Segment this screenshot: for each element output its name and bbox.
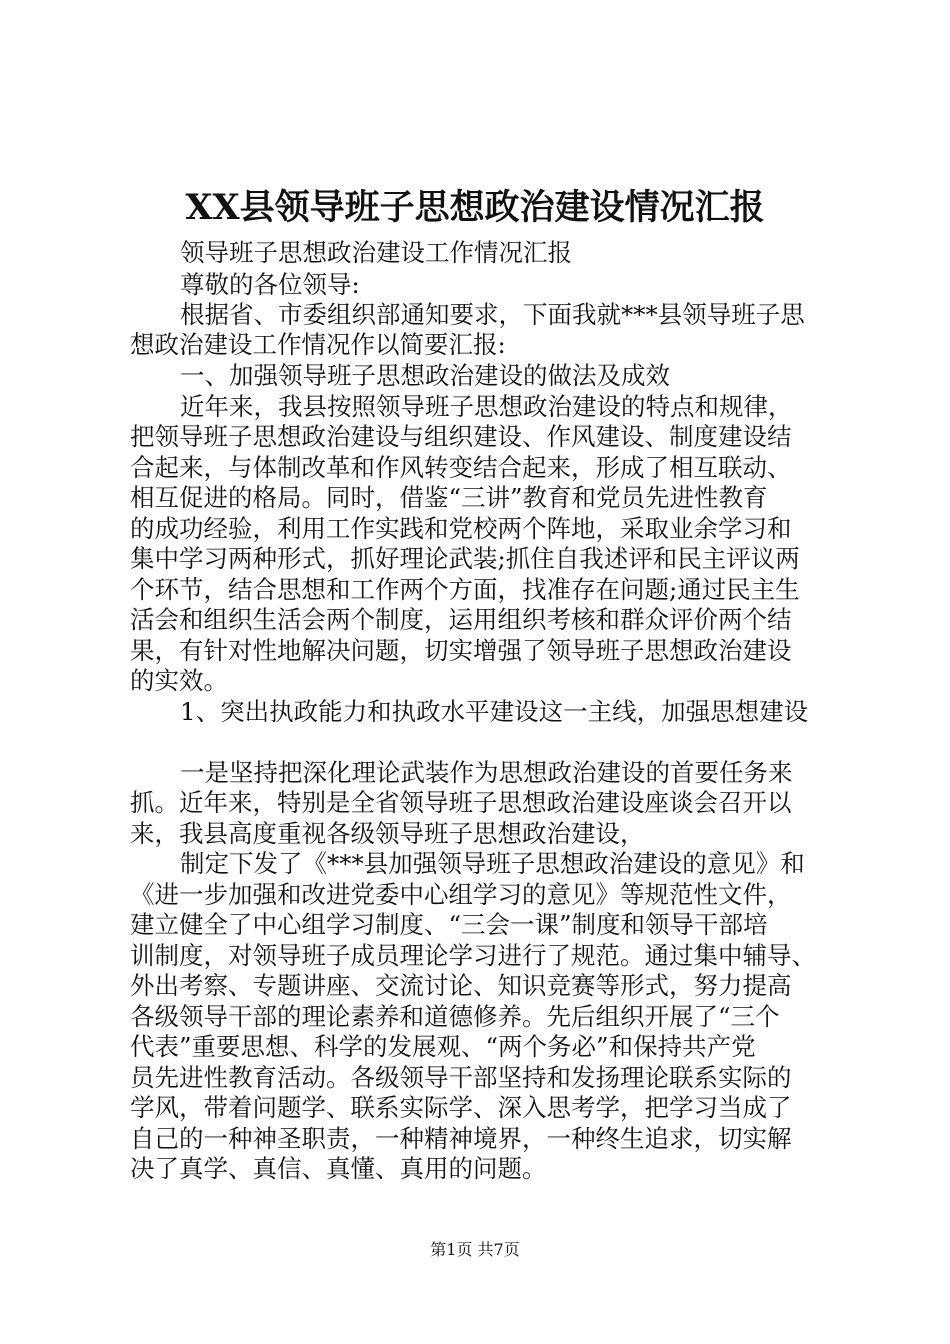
paragraph-line: 各级领导干部的理论素养和道德修养。先后组织开展了“三个 [130,1002,780,1031]
paragraph-line: 一是坚持把深化理论武装作为思想政治建设的首要任务来 [180,758,793,787]
paragraph-line: 活会和组织生活会两个制度，运用组织考核和群众评价两个结 [130,605,792,634]
paragraph-line: 决了真学、真信、真懂、真用的问题。 [130,1154,547,1183]
paragraph-line: 的实效。 [130,666,228,695]
salutation-line: 尊敬的各位领导: [180,270,360,299]
paragraph-line: 个环节，结合思想和工作两个方面，找准存在问题;通过民主生 [130,575,800,604]
paragraph-line: 制定下发了《***县加强领导班子思想政治建设的意见》和 [180,849,805,878]
paragraph-line: 代表”重要思想、科学的发展观、“两个务必”和保持共产党 [130,1032,756,1061]
paragraph-line: 想政治建设工作情况作以简要汇报: [130,330,506,359]
document-title: XX县领导班子思想政治建设情况汇报 [185,187,765,228]
paragraph-line: 员先进性教育活动。各级领导干部坚持和发扬理论联系实际的 [130,1063,792,1092]
paragraph-line: 训制度，对领导班子成员理论学习进行了规范。通过集中辅导、 [130,941,816,970]
paragraph-line: 近年来，我县按照领导班子思想政治建设的特点和规律， [180,392,793,421]
paragraph-line: 的成功经验，利用工作实践和党校两个阵地，采取业余学习和 [130,514,792,543]
paragraph-line: 果，有针对性地解决问题，切实增强了领导班子思想政治建设 [130,636,792,665]
page-footer: 第1页 共7页 [430,1240,520,1259]
paragraph-line: 合起来，与体制改革和作风转变结合起来，形成了相互联动、 [130,453,792,482]
subsection-heading: 1、突出执政能力和执政水平建设这一主线，加强思想建设 [180,697,809,726]
paragraph-line: 学风，带着问题学、联系实际学、深入思考学，把学习当成了 [130,1093,792,1122]
paragraph-line: 《进一步加强和改进党委中心组学习的意见》等规范性文件， [130,880,792,909]
paragraph-line: 自己的一种神圣职责，一种精神境界，一种终生追求，切实解 [130,1124,792,1153]
paragraph-line: 建立健全了中心组学习制度、“三会一课”制度和领导干部培 [130,910,768,939]
paragraph-line: 抓。近年来，特别是全省领导班子思想政治建设座谈会召开以 [130,788,792,817]
paragraph-line: 集中学习两种形式，抓好理论武装;抓住自我述评和民主评议两 [130,544,800,573]
paragraph-line: 根据省、市委组织部通知要求，下面我就***县领导班子思 [180,300,805,329]
paragraph-line: 外出考察、专题讲座、交流讨论、知识竞赛等形式，努力提高 [130,971,792,1000]
paragraph-line: 相互促进的格局。同时，借鉴“三讲”教育和党员先进性教育 [130,483,768,512]
subtitle-line: 领导班子思想政治建设工作情况汇报 [180,238,572,267]
paragraph-line: 把领导班子思想政治建设与组织建设、作风建设、制度建设结 [130,422,792,451]
paragraph-line: 来，我县高度重视各级领导班子思想政治建设， [130,819,645,848]
section-heading: 一、加强领导班子思想政治建设的做法及成效 [180,361,670,390]
